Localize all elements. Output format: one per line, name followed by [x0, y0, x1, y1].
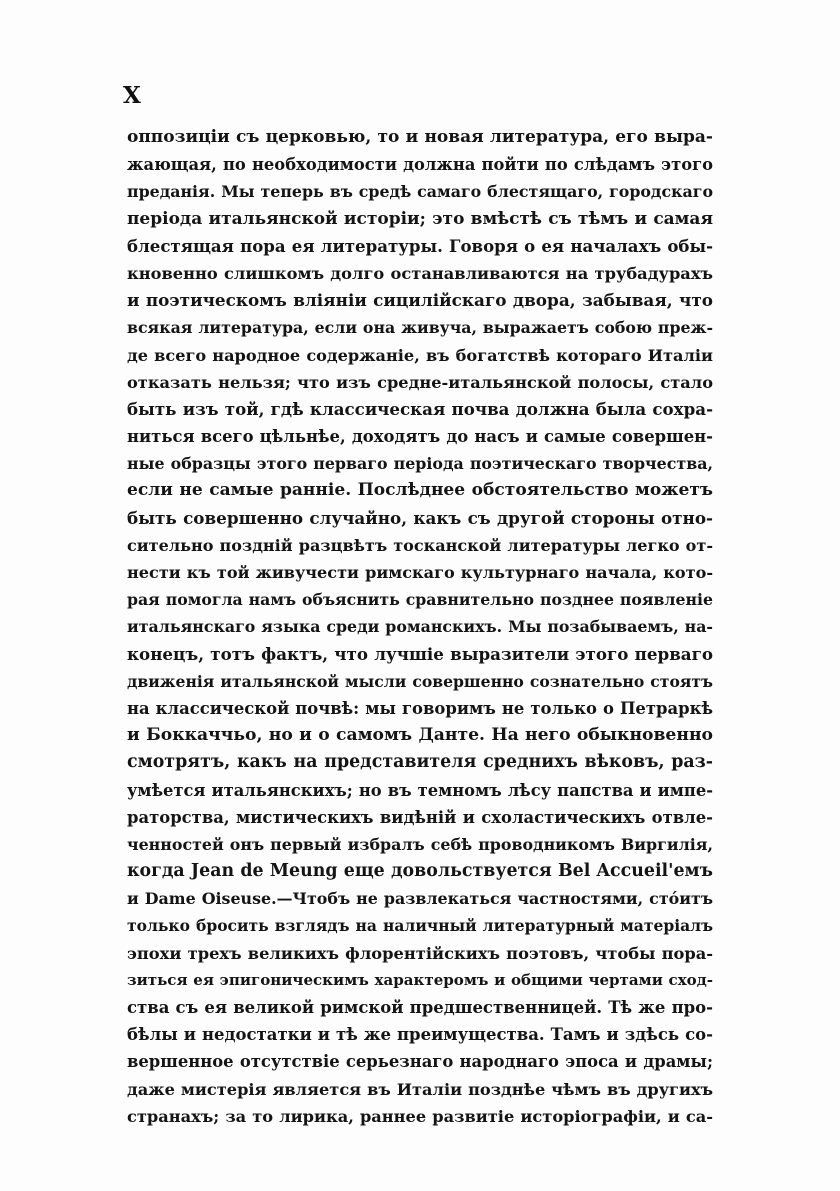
text-line: вершенное отсутствіе серьезнаго народнаго эпоса и драмы; — [127, 1052, 713, 1072]
text-line: и Dame Oiseuse.—Чтобъ не развлекаться частностями, стóитъ — [127, 889, 713, 909]
text-line: де всего народное содержаніе, въ богатствѣ котораго Италіи — [127, 345, 713, 365]
body-text — [127, 124, 713, 1130]
text-line: если не самые ранніе. Послѣднее обстоятельство можетъ — [127, 480, 713, 501]
text-line: бѣлы и недостатки и тѣ же преимущества. Тамъ и здѣсь со- — [127, 1025, 713, 1045]
text-line: преданія. Мы теперь въ средѣ самаго блестящаго, городскаго — [127, 182, 713, 202]
text-line: быть совершенно случайно, какъ съ другой стороны отно- — [127, 507, 713, 528]
text-line: конецъ, тотъ фактъ, что лучшіе выразители этого перваго — [127, 643, 713, 664]
text-line: ства съ ея великой римской предшественницей. Тѣ же про- — [127, 998, 713, 1017]
page-number: X — [123, 82, 142, 109]
text-line: кновенно слишкомъ долго останавливаются на трубадурахъ — [127, 263, 713, 283]
text-line: смотрятъ, какъ на представителя среднихъ вѣковъ, раз- — [127, 752, 713, 773]
text-line: движенія итальянской мысли совершенно сознательно стоятъ — [127, 671, 713, 691]
text-line: зиться ея эпигоническимъ характеромъ и общими чертами сход- — [127, 970, 713, 989]
text-line: нести къ той живучести римскаго культурнаго начала, кото- — [127, 563, 713, 582]
text-line: жающая, по необходимости должна пойти по слѣдамъ этого — [127, 155, 713, 175]
text-line: ные образцы этого перваго періода поэтическаго творчества, — [127, 454, 713, 474]
text-line: итальянскаго языка среди романскихъ. Мы позабываемъ, на- — [127, 617, 713, 637]
text-line: раторства, мистическихъ видѣній и схоластическихъ отвле- — [127, 807, 713, 827]
text-line: отказать нельзя; что изъ средне-итальянской полосы, стало — [127, 372, 713, 392]
text-line: ченностей онъ первый избралъ себѣ проводникомъ Виргилія, — [127, 834, 713, 854]
text-line: быть изъ той, гдѣ классическая почва должна была сохра- — [127, 398, 713, 419]
text-line: на классической почвѣ: мы говоримъ не только о Петраркѣ — [127, 698, 713, 718]
text-line: эпохи трехъ великихъ флорентійскихъ поэтовъ, чтобы пора- — [127, 943, 713, 963]
text-line: только бросить взглядъ на наличный литературный матеріалъ — [127, 916, 713, 936]
text-line: умѣется итальянскихъ; но въ темномъ лѣсу папства и импе- — [127, 780, 713, 800]
text-line: странахъ; за то лирика, раннее развитіе исторіографіи, и са- — [127, 1106, 713, 1126]
text-line: когда Jean de Meung еще довольствуется Bel Accueil'емъ — [127, 861, 713, 882]
text-line: періода итальянской исторіи; это вмѣстѣ съ тѣмъ и самая — [127, 208, 713, 229]
text-line: всякая литература, если она живуча, выражаетъ собою преж- — [127, 318, 713, 338]
text-line: и Боккаччьо, но и о самомъ Данте. На него обыкновенно — [127, 725, 713, 746]
text-line: оппозиціи съ церковью, то и новая литература, его выра- — [127, 127, 713, 147]
text-line: ниться всего цѣльнѣе, доходятъ до насъ и самые совершен- — [127, 427, 713, 447]
text-line: рая помогла намъ объяснить сравнительно позднее появленіе — [127, 590, 713, 610]
text-line: блестящая пора ея литературы. Говоря о ея началахъ обы- — [127, 235, 713, 256]
text-line: сительно поздній разцвѣтъ тосканской литературы легко от- — [127, 535, 713, 555]
text-line: и поэтическомъ вліяніи сицилійскаго двора, забывая, что — [127, 290, 713, 311]
text-line: даже мистерія является въ Италіи позднѣе чѣмъ въ другихъ — [127, 1079, 713, 1099]
